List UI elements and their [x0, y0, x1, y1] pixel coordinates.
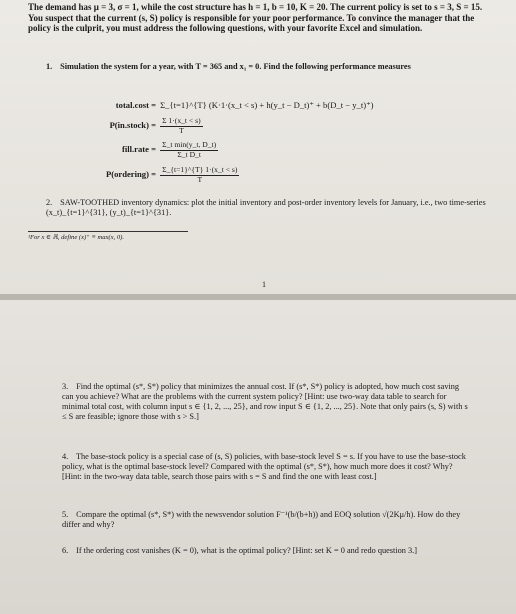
formula-total-cost-rhs: Σ_{t=1}^{T} (K·1·(x_t < s) + h(y_t − D_t)⁺ + b(D_t − y_t)⁺): [160, 100, 374, 110]
question-3-number: 3.: [62, 382, 69, 391]
page-one: [0, 0, 516, 294]
formula-fill-rate-denominator: Σ_t D_t: [177, 149, 201, 159]
formula-ordering-lhs: P(ordering) =: [105, 168, 156, 179]
question-4-text: The base-stock policy is a special case of (s, S) policies, with base-stock level S = s. If you have to use the base-stock policy, what is the optimal base-stock level? Compared with the optimal (s*, S*), how much more does it cost? Why? [Hint: in the two-way data table, search those pairs with s = S and find the one with least cost.]: [62, 452, 466, 481]
formula-fill-rate: [70, 141, 218, 159]
formula-in-stock-denominator: T: [179, 125, 184, 135]
formula-ordering-denominator: T: [197, 174, 203, 184]
formula-total-cost-lhs: total.cost =: [115, 100, 156, 110]
question-1-number: 1.: [46, 62, 53, 71]
question-1: [46, 62, 486, 72]
formula-in-stock-lhs: P(in.stock) =: [109, 119, 156, 130]
question-1-text: Simulation the system for a year, with T = 365 and x₁ = 0. Find the following performance measures: [60, 62, 411, 71]
formula-ordering: [70, 166, 239, 184]
page-two: [0, 300, 516, 614]
page-number: 1: [262, 280, 266, 289]
question-2: [46, 198, 486, 218]
problem-intro: The demand has μ = 3, σ = 1, while the cost structure has h = 1, b = 10, K = 20. The current policy is set to s = 3, S = 15. You suspect that the current (s, S) policy is responsible for your poor performance. To convince the manager that the policy is the culprit, you must address the following questions, with your favorite Excel and simulation.: [28, 2, 483, 33]
footnote-rule: [28, 231, 188, 232]
formula-fill-rate-fraction: [160, 141, 218, 159]
question-6-number: 6.: [62, 546, 69, 555]
question-3-text: Find the optimal (s*, S*) policy that minimizes the annual cost. If (s*, S*) policy is adopted, how much cost saving can you achieve? What are the problems with the current system policy? [Hint: use two-way data table to search for minimal total cost, with column input s ∈ {1, 2, ..., 25}, and row input S ∈ {1, 2, ..., 25}. Note that only pairs (s, S) with s ≤ S are feasible; ignore those with s > S.]: [62, 382, 468, 421]
formula-fill-rate-lhs: fill.rate =: [121, 143, 156, 154]
formula-in-stock-numerator: Σ 1·(x_t < s): [162, 116, 201, 125]
formula-in-stock-fraction: [160, 117, 202, 135]
formula-ordering-fraction: [160, 166, 239, 184]
question-6: [62, 546, 472, 556]
formula-total-cost: [70, 100, 374, 111]
question-5-number: 5.: [62, 510, 69, 519]
question-5-text: Compare the optimal (s*, S*) with the newsvendor solution F⁻¹(b/(b+h)) and EOQ solution √(2Kμ/h). How do they differ and why?: [62, 510, 461, 529]
question-5: [62, 510, 472, 530]
question-2-text: SAW-TOOTHED inventory dynamics: plot the initial inventory and post-order inventory levels for January, i.e., two time-series (x_t)_{t=1}^{31}, (y_t)_{t=1}^{31}.: [46, 198, 486, 217]
question-4-number: 4.: [62, 452, 69, 461]
formula-fill-rate-numerator: Σ_t min(y_t, D_t): [162, 140, 217, 149]
question-2-number: 2.: [46, 198, 53, 207]
question-4: [62, 452, 472, 482]
question-3: [62, 382, 472, 422]
formula-ordering-numerator: Σ_{t=1}^{T} 1·(x_t < s): [162, 165, 238, 174]
footnote: ¹For x ∈ ℝ, define (x)⁺ ≡ max(x, 0).: [28, 234, 124, 241]
question-6-text: If the ordering cost vanishes (K = 0), what is the optimal policy? [Hint: set K = 0 and redo question 3.]: [76, 546, 418, 555]
formula-in-stock: [70, 117, 203, 135]
